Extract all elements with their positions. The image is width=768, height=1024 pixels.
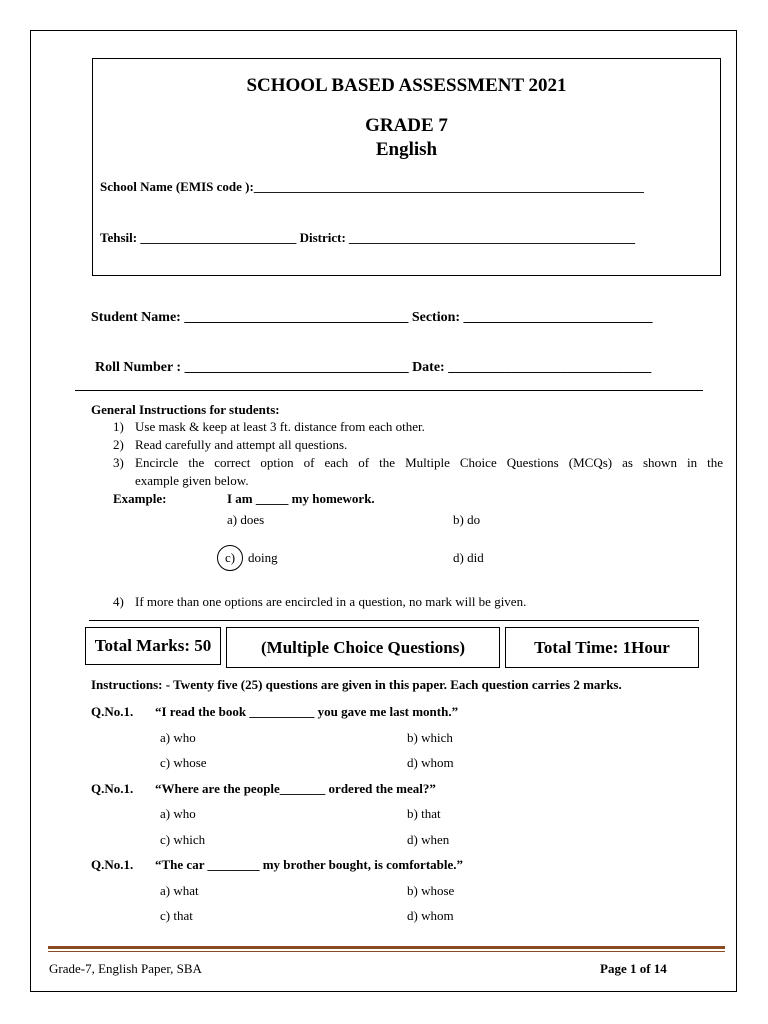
divider-top (75, 390, 703, 391)
instruction-text-continued: example given below. (135, 473, 249, 488)
mcq-box (226, 627, 500, 668)
tehsil-district-field[interactable]: Tehsil: ________________________ District: ____________________________________________ (100, 230, 636, 245)
question-option-b[interactable]: b) whose (407, 883, 455, 898)
question-number: Q.No.1. (91, 857, 134, 872)
assessment-header-box (92, 58, 721, 276)
footer-paper-label: Grade-7, English Paper, SBA (49, 961, 202, 976)
instruction-text: Use mask & keep at least 3 ft. distance from each other. (135, 419, 425, 434)
instruction-number: 1) (113, 419, 124, 434)
divider-instructions (89, 620, 699, 621)
example-option-c-letter: c) (224, 550, 236, 565)
question-text: “I read the book __________ you gave me last month.” (155, 704, 459, 719)
instruction-number: 3) (113, 455, 124, 470)
example-option-a: a) does (227, 512, 265, 527)
footer-rule-thin (48, 951, 725, 952)
page-number: Page 1 of 14 (600, 961, 667, 976)
example-sentence: I am _____ my homework. (227, 491, 375, 506)
question-option-b[interactable]: b) that (407, 806, 441, 821)
question-option-c[interactable]: c) that (160, 908, 193, 923)
instruction-number: 2) (113, 437, 124, 452)
total-time-box (505, 627, 699, 668)
total-time-label: Total Time: 1Hour (534, 637, 670, 657)
total-marks-label: Total Marks: 50 (94, 636, 212, 655)
question-option-a[interactable]: a) who (160, 806, 196, 821)
school-name-field[interactable]: School Name (EMIS code ):____________________________________________________________ (100, 179, 644, 194)
encircled-option-c (217, 545, 243, 571)
instruction-text: Read carefully and attempt all questions. (135, 437, 348, 452)
example-label: Example: (113, 491, 167, 506)
question-option-d[interactable]: d) whom (407, 908, 454, 923)
general-instructions-heading: General Instructions for students: (91, 402, 280, 417)
question-option-c[interactable]: c) which (160, 832, 206, 847)
question-option-a[interactable]: a) who (160, 730, 196, 745)
question-number: Q.No.1. (91, 781, 134, 796)
example-option-c-text: doing (248, 550, 278, 565)
paper-instructions: Instructions: - Twenty five (25) questions are given in this paper. Each question carries 2 marks. (91, 677, 622, 692)
question-option-d[interactable]: d) whom (407, 755, 454, 770)
roll-number-date-field[interactable]: Roll Number : ________________________________ Date: _____________________________ (95, 360, 652, 375)
mcq-heading: (Multiple Choice Questions) (261, 637, 465, 657)
subject-heading: English (375, 139, 438, 160)
question-option-d[interactable]: d) when (407, 832, 450, 847)
question-option-c[interactable]: c) whose (160, 755, 207, 770)
instruction-text: If more than one options are encircled in a question, no mark will be given. (135, 594, 527, 609)
example-option-b: b) do (453, 512, 481, 527)
assessment-title: SCHOOL BASED ASSESSMENT 2021 (246, 75, 567, 96)
question-option-a[interactable]: a) what (160, 883, 199, 898)
grade-heading: GRADE 7 (365, 115, 448, 136)
question-text: “The car ________ my brother bought, is comfortable.” (155, 857, 464, 872)
instruction-number: 4) (113, 594, 124, 609)
question-option-b[interactable]: b) which (407, 730, 453, 745)
student-name-section-field[interactable]: Student Name: ________________________________ Section: ___________________________ (91, 310, 653, 325)
question-number: Q.No.1. (91, 704, 134, 719)
total-marks-box (85, 627, 221, 665)
question-text: “Where are the people_______ ordered the meal?” (155, 781, 436, 796)
footer-rule (48, 946, 725, 949)
example-option-d: d) did (453, 550, 484, 565)
instruction-text: Encircle the correct option of each of the Multiple Choice Questions (MCQs) as shown in the (135, 455, 723, 470)
